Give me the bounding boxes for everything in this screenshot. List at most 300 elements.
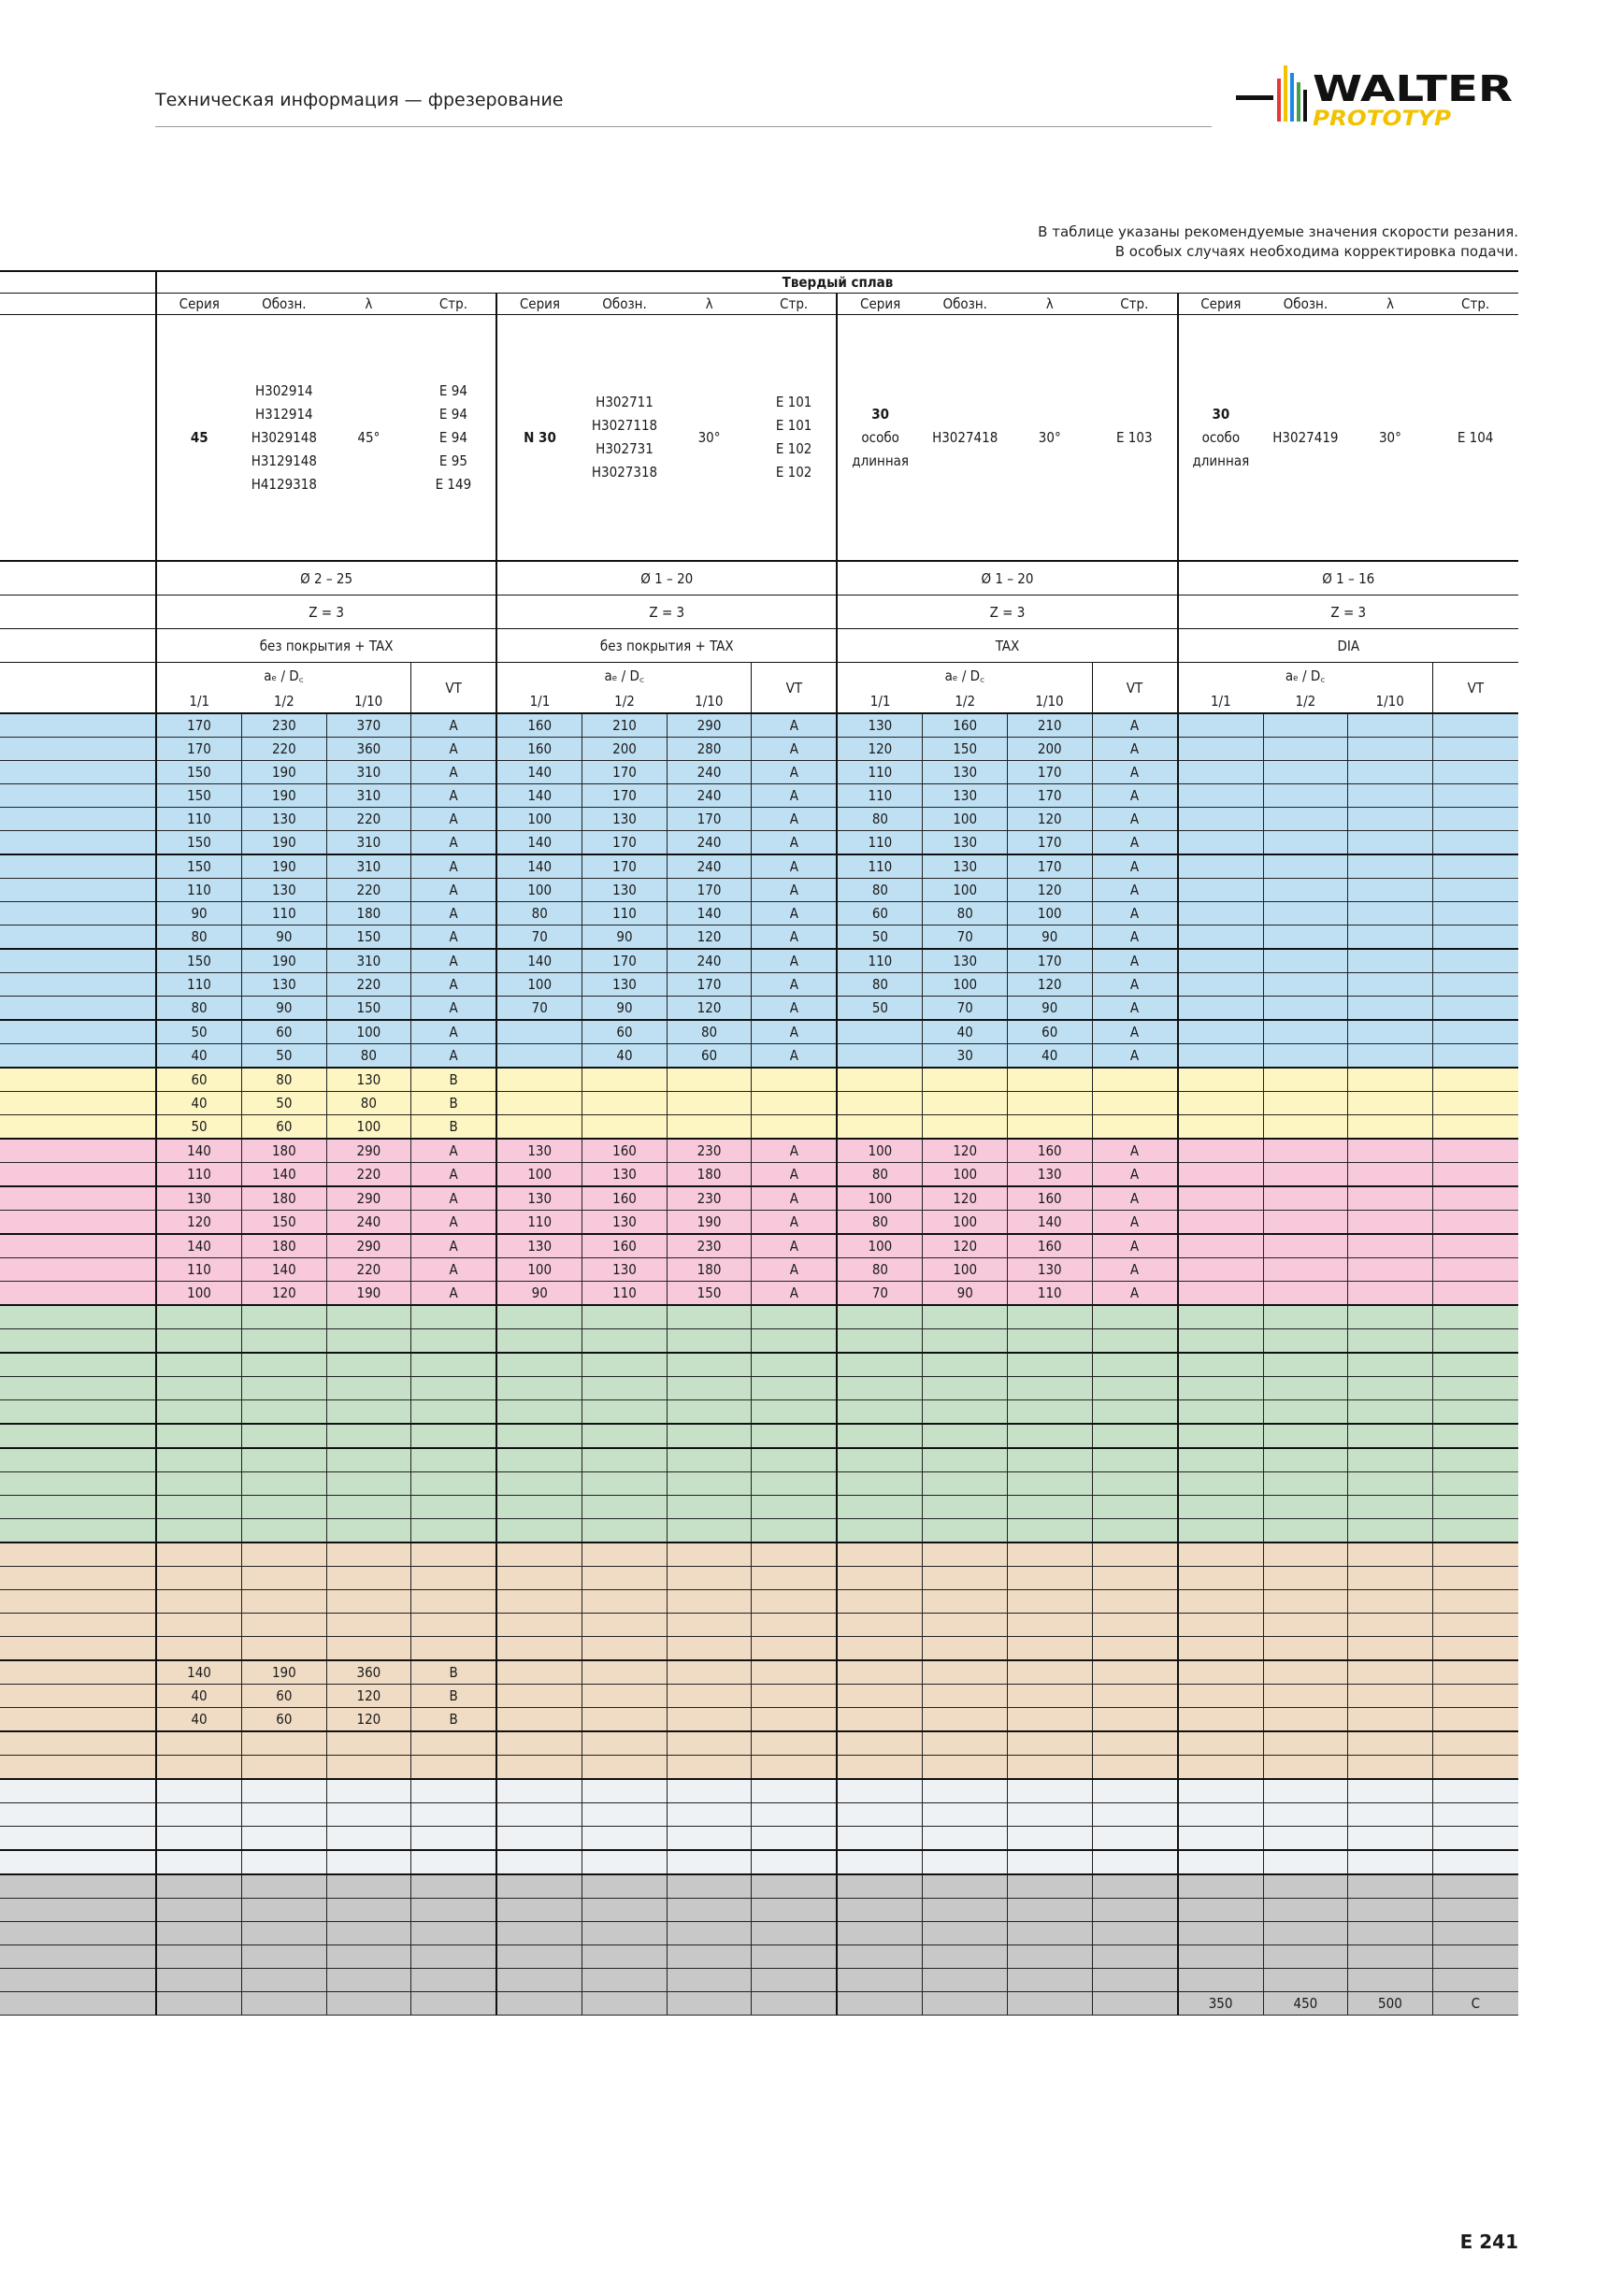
- table-row: [0, 1850, 1518, 1874]
- table-row: [0, 1068, 1518, 1092]
- speed-value: 360: [326, 1660, 411, 1685]
- speed-value: [667, 1305, 752, 1329]
- speed-value: 60: [242, 1020, 327, 1044]
- speed-value: [1263, 1282, 1348, 1306]
- vt-value: [752, 1685, 838, 1708]
- speed-value: 160: [582, 1234, 668, 1258]
- speed-value: [837, 1945, 923, 1969]
- speed-value: [837, 1874, 923, 1899]
- col-header: Серия: [1178, 294, 1264, 315]
- speed-value: [667, 1068, 752, 1092]
- speed-value: [1348, 738, 1433, 761]
- speed-value: [1263, 1472, 1348, 1496]
- speed-value: [582, 1899, 668, 1922]
- blank-cell: [0, 663, 156, 690]
- table-row: [0, 1519, 1518, 1543]
- speed-value: [1263, 1567, 1348, 1590]
- speed-value: [1178, 902, 1264, 926]
- speed-value: [1178, 1353, 1264, 1377]
- row-label-cell: [0, 879, 156, 902]
- speed-value: [1007, 1590, 1092, 1614]
- ratio-label: 1/1: [837, 689, 923, 713]
- speed-value: [496, 1637, 582, 1661]
- row-label-cell: [0, 761, 156, 784]
- speed-value: 120: [326, 1708, 411, 1732]
- speed-value: [1007, 1992, 1092, 2016]
- speed-value: 160: [923, 713, 1008, 738]
- vt-value: B: [411, 1708, 497, 1732]
- speed-value: [923, 1708, 1008, 1732]
- vt-value: C: [1432, 1992, 1518, 2016]
- speed-value: 240: [667, 831, 752, 855]
- vt-label: VT: [411, 663, 497, 714]
- speed-value: [1263, 1708, 1348, 1732]
- table-row: [0, 831, 1518, 855]
- speed-value: [582, 1945, 668, 1969]
- speed-value: [1178, 761, 1264, 784]
- speed-value: [1263, 1969, 1348, 1992]
- speed-value: [923, 1899, 1008, 1922]
- table-row: [0, 1234, 1518, 1258]
- speed-value: [1263, 1258, 1348, 1282]
- speed-value: 220: [242, 738, 327, 761]
- speed-value: [1007, 1969, 1092, 1992]
- speed-value: [1007, 1115, 1092, 1140]
- speed-value: 70: [496, 997, 582, 1021]
- speed-value: [837, 1685, 923, 1708]
- speed-value: [496, 1044, 582, 1069]
- speed-value: 140: [496, 831, 582, 855]
- speed-value: [496, 1899, 582, 1922]
- ratio-label: 1/2: [614, 692, 635, 710]
- speed-value: [1348, 902, 1433, 926]
- speed-value: [1348, 1685, 1433, 1708]
- speed-value: 60: [667, 1044, 752, 1069]
- speed-value: [1178, 1448, 1264, 1472]
- table-row: [0, 1922, 1518, 1945]
- speed-value: [582, 1685, 668, 1708]
- speed-value: [496, 1305, 582, 1329]
- z-cell: Z = 3: [496, 596, 837, 629]
- speed-value: [242, 1377, 327, 1400]
- diameter-cell: Ø 1 – 20: [837, 561, 1177, 596]
- speed-value: [156, 1756, 242, 1780]
- speed-value: [582, 1400, 668, 1425]
- speed-value: [1348, 1472, 1433, 1496]
- row-label-cell: [0, 1424, 156, 1448]
- ratio-label: 1/1: [1178, 689, 1264, 713]
- table-row: [0, 1614, 1518, 1637]
- table-row: [0, 1496, 1518, 1519]
- speed-value: [582, 1567, 668, 1590]
- speed-value: [923, 1543, 1008, 1567]
- row-label-cell: [0, 1590, 156, 1614]
- speed-value: [1007, 1424, 1092, 1448]
- speed-value: 130: [923, 784, 1008, 808]
- vt-label: VT: [752, 663, 838, 714]
- row-label-cell: [0, 1874, 156, 1899]
- row-label-cell: [0, 1850, 156, 1874]
- row-label-cell: [0, 902, 156, 926]
- speed-value: [582, 1827, 668, 1851]
- row-label-cell: [0, 1353, 156, 1377]
- speed-value: [1263, 1020, 1348, 1044]
- vt-value: [1092, 1614, 1178, 1637]
- page-ref: E 94: [438, 428, 467, 446]
- speed-value: [923, 1448, 1008, 1472]
- speed-value: [1348, 1448, 1433, 1472]
- speed-value: 220: [326, 808, 411, 831]
- vt-value: [1432, 1874, 1518, 1899]
- table-row: [0, 784, 1518, 808]
- speed-value: 130: [923, 831, 1008, 855]
- table-row: [0, 997, 1518, 1021]
- speed-value: [242, 1969, 327, 1992]
- designation-cell: [923, 315, 1008, 562]
- speed-value: 90: [496, 1282, 582, 1306]
- speed-value: [837, 1827, 923, 1851]
- speed-value: [667, 1637, 752, 1661]
- vt-value: [752, 1945, 838, 1969]
- speed-value: 190: [242, 784, 327, 808]
- speed-value: [837, 1068, 923, 1092]
- vt-value: [1432, 1472, 1518, 1496]
- material-title: Твердый сплав: [156, 271, 1518, 294]
- speed-value: 100: [923, 808, 1008, 831]
- speed-value: 150: [923, 738, 1008, 761]
- speed-value: [156, 1377, 242, 1400]
- row-label-cell: [0, 1020, 156, 1044]
- speed-value: [1178, 1850, 1264, 1874]
- vt-value: [1092, 1660, 1178, 1685]
- speed-value: [1348, 1945, 1433, 1969]
- table-row: [0, 854, 1518, 879]
- speed-value: 130: [496, 1139, 582, 1163]
- speed-value: [667, 1945, 752, 1969]
- speed-value: [156, 1448, 242, 1472]
- speed-value: [1178, 1329, 1264, 1354]
- speed-value: 130: [582, 973, 668, 997]
- speed-value: [1348, 831, 1433, 855]
- note-line-2: В особых случаях необходима корректировка подачи.: [1114, 243, 1518, 260]
- speed-value: 120: [923, 1139, 1008, 1163]
- speed-value: 100: [496, 1258, 582, 1282]
- speed-value: [1263, 1115, 1348, 1140]
- vt-value: [411, 1353, 497, 1377]
- vt-value: A: [1092, 1234, 1178, 1258]
- vt-value: [411, 1803, 497, 1827]
- speed-value: [582, 1992, 668, 2016]
- vt-value: A: [1092, 949, 1178, 973]
- speed-value: [582, 1472, 668, 1496]
- vt-value: [1432, 738, 1518, 761]
- vt-value: A: [752, 1258, 838, 1282]
- speed-value: 110: [496, 1211, 582, 1235]
- speed-value: 100: [496, 879, 582, 902]
- speed-value: [1348, 854, 1433, 879]
- vt-value: [1432, 1186, 1518, 1211]
- speed-value: [923, 1850, 1008, 1874]
- blank-cell: [0, 294, 156, 315]
- speed-value: [837, 1115, 923, 1140]
- speed-value: 220: [326, 1258, 411, 1282]
- speed-value: [242, 1590, 327, 1614]
- speed-value: 120: [923, 1186, 1008, 1211]
- speed-value: 170: [667, 808, 752, 831]
- col-header: λ: [667, 294, 752, 315]
- speed-value: [496, 1353, 582, 1377]
- speed-value: 150: [242, 1211, 327, 1235]
- speed-value: [1007, 1922, 1092, 1945]
- speed-value: [582, 1424, 668, 1448]
- speed-value: 140: [496, 784, 582, 808]
- speed-value: [837, 1424, 923, 1448]
- speed-value: [326, 1353, 411, 1377]
- speed-value: [923, 1731, 1008, 1756]
- col-header: Обозн.: [923, 294, 1008, 315]
- speed-value: 150: [156, 949, 242, 973]
- vt-label: VT: [1092, 663, 1178, 714]
- designation: H312914: [254, 405, 313, 423]
- speed-value: [1178, 1377, 1264, 1400]
- speed-value: [1178, 784, 1264, 808]
- speed-value: [1178, 1660, 1264, 1685]
- table-row: [0, 949, 1518, 973]
- speed-value: [923, 1614, 1008, 1637]
- speed-value: [923, 1922, 1008, 1945]
- speed-value: [156, 1637, 242, 1661]
- vt-value: [752, 1068, 838, 1092]
- speed-value: [326, 1731, 411, 1756]
- speed-value: [242, 1803, 327, 1827]
- vt-value: [752, 1519, 838, 1543]
- speed-value: [1263, 1660, 1348, 1685]
- speed-value: 100: [923, 879, 1008, 902]
- speed-value: [242, 1519, 327, 1543]
- speed-value: [156, 1899, 242, 1922]
- vt-value: A: [752, 973, 838, 997]
- speed-value: [923, 1874, 1008, 1899]
- row-label-cell: [0, 1163, 156, 1187]
- speed-value: [1178, 879, 1264, 902]
- vt-value: [1432, 784, 1518, 808]
- vt-value: A: [411, 973, 497, 997]
- speed-value: [1007, 1731, 1092, 1756]
- vt-value: [752, 1922, 838, 1945]
- speed-value: 120: [156, 1211, 242, 1235]
- speed-value: [667, 1803, 752, 1827]
- speed-value: [837, 1400, 923, 1425]
- speed-value: [1007, 1708, 1092, 1732]
- speed-value: 90: [242, 926, 327, 950]
- vt-value: [1432, 1020, 1518, 1044]
- speed-value: [1178, 1258, 1264, 1282]
- vt-value: B: [411, 1068, 497, 1092]
- page-ref: E 95: [438, 452, 467, 469]
- speed-value: [156, 1922, 242, 1945]
- table-row: [0, 1899, 1518, 1922]
- table-row: [0, 1969, 1518, 1992]
- speed-value: 130: [923, 949, 1008, 973]
- table-row: [0, 1424, 1518, 1448]
- speed-value: [1348, 1969, 1433, 1992]
- speed-value: 90: [923, 1282, 1008, 1306]
- speed-value: [242, 1567, 327, 1590]
- row-label-cell: [0, 1211, 156, 1235]
- speed-value: [582, 1756, 668, 1780]
- speed-value: 60: [156, 1068, 242, 1092]
- vt-value: A: [752, 761, 838, 784]
- speed-value: 40: [582, 1044, 668, 1069]
- speed-value: 100: [496, 1163, 582, 1187]
- speed-value: [1348, 879, 1433, 902]
- vt-value: [1092, 1874, 1178, 1899]
- speed-value: [496, 1756, 582, 1780]
- speed-value: [1178, 973, 1264, 997]
- speed-value: 310: [326, 761, 411, 784]
- speed-value: [1263, 1353, 1348, 1377]
- speed-value: [923, 1472, 1008, 1496]
- row-label-cell: [0, 1708, 156, 1732]
- cutting-speed-table: [0, 270, 1518, 2016]
- speed-value: [156, 1779, 242, 1803]
- speed-value: [667, 1590, 752, 1614]
- speed-value: [582, 1305, 668, 1329]
- vt-value: A: [752, 902, 838, 926]
- speed-value: 130: [242, 808, 327, 831]
- vt-value: A: [411, 808, 497, 831]
- speed-value: 120: [923, 1234, 1008, 1258]
- vt-value: [1432, 1044, 1518, 1069]
- speed-value: 110: [1007, 1282, 1092, 1306]
- speed-value: [1178, 1163, 1264, 1187]
- speed-value: [496, 1543, 582, 1567]
- vt-value: A: [1092, 997, 1178, 1021]
- speed-value: [1263, 1756, 1348, 1780]
- speed-value: 180: [667, 1258, 752, 1282]
- speed-value: 120: [1007, 808, 1092, 831]
- speed-value: [1178, 926, 1264, 950]
- vt-value: [752, 1874, 838, 1899]
- vt-value: A: [1092, 879, 1178, 902]
- table-row: [0, 1258, 1518, 1282]
- col-header: Стр.: [752, 294, 838, 315]
- blank-cell: [0, 689, 156, 713]
- blank-cell: [0, 315, 156, 562]
- speed-value: [156, 1353, 242, 1377]
- speed-value: 120: [837, 738, 923, 761]
- speed-value: [923, 1590, 1008, 1614]
- table-row: [0, 926, 1518, 950]
- speed-value: [496, 1472, 582, 1496]
- vt-value: [752, 1708, 838, 1732]
- vt-value: [1432, 831, 1518, 855]
- speed-value: [837, 1044, 923, 1069]
- speed-value: [923, 1092, 1008, 1115]
- speed-value: 100: [837, 1186, 923, 1211]
- vt-value: [411, 1329, 497, 1354]
- speed-value: 120: [667, 926, 752, 950]
- vt-value: [1092, 1519, 1178, 1543]
- speed-value: 130: [923, 854, 1008, 879]
- speed-value: 50: [242, 1044, 327, 1069]
- speed-value: 190: [326, 1282, 411, 1306]
- speed-value: [1263, 1424, 1348, 1448]
- speed-value: [1007, 1637, 1092, 1661]
- speed-value: [582, 1353, 668, 1377]
- speed-value: 130: [156, 1186, 242, 1211]
- speed-value: [1178, 854, 1264, 879]
- speed-value: [582, 1969, 668, 1992]
- speed-value: [156, 1472, 242, 1496]
- speed-value: [1007, 1945, 1092, 1969]
- speed-value: [1178, 1400, 1264, 1425]
- speed-value: [326, 1945, 411, 1969]
- speed-value: [837, 1756, 923, 1780]
- row-label-cell: [0, 1543, 156, 1567]
- coating-cell: без покрытия + TAX: [156, 629, 496, 663]
- speed-value: [923, 1969, 1008, 1992]
- vt-value: [1432, 1377, 1518, 1400]
- speed-value: [496, 1827, 582, 1851]
- speed-value: 70: [923, 926, 1008, 950]
- speed-value: [496, 1945, 582, 1969]
- row-label-cell: [0, 1660, 156, 1685]
- speed-value: [1263, 784, 1348, 808]
- speed-value: [1348, 1329, 1433, 1354]
- speed-value: [1263, 1400, 1348, 1425]
- speed-value: [923, 1353, 1008, 1377]
- speed-value: [667, 1827, 752, 1851]
- speed-value: 310: [326, 831, 411, 855]
- row-label-cell: [0, 997, 156, 1021]
- vt-value: [1432, 926, 1518, 950]
- speed-value: [496, 1803, 582, 1827]
- designation: H3129148: [251, 452, 317, 469]
- speed-value: 40: [156, 1708, 242, 1732]
- speed-value: [1263, 1305, 1348, 1329]
- speed-value: [1178, 997, 1264, 1021]
- vt-value: A: [1092, 902, 1178, 926]
- speed-value: [156, 1400, 242, 1425]
- speed-value: 70: [496, 926, 582, 950]
- speed-value: [242, 1637, 327, 1661]
- row-label-cell: [0, 713, 156, 738]
- row-label-cell: [0, 1899, 156, 1922]
- vt-value: [1432, 1969, 1518, 1992]
- speed-value: 140: [496, 761, 582, 784]
- table-row: [0, 713, 1518, 738]
- vt-value: [752, 1992, 838, 2016]
- speed-value: [1348, 1068, 1433, 1092]
- page-ref-cell: [752, 315, 838, 562]
- speed-value: [1178, 1756, 1264, 1780]
- vt-value: [411, 1590, 497, 1614]
- speed-value: [1263, 973, 1348, 997]
- row-label-cell: [0, 1756, 156, 1780]
- vt-value: [1092, 1305, 1178, 1329]
- speed-value: [242, 1874, 327, 1899]
- speed-value: [242, 1424, 327, 1448]
- ratio-label: 1/10: [353, 692, 383, 710]
- speed-value: 90: [582, 997, 668, 1021]
- speed-value: [582, 1874, 668, 1899]
- vt-value: A: [411, 1211, 497, 1235]
- vt-value: [1432, 997, 1518, 1021]
- series-extra: особо: [861, 428, 899, 446]
- speed-value: [1263, 1779, 1348, 1803]
- speed-value: 120: [1007, 879, 1092, 902]
